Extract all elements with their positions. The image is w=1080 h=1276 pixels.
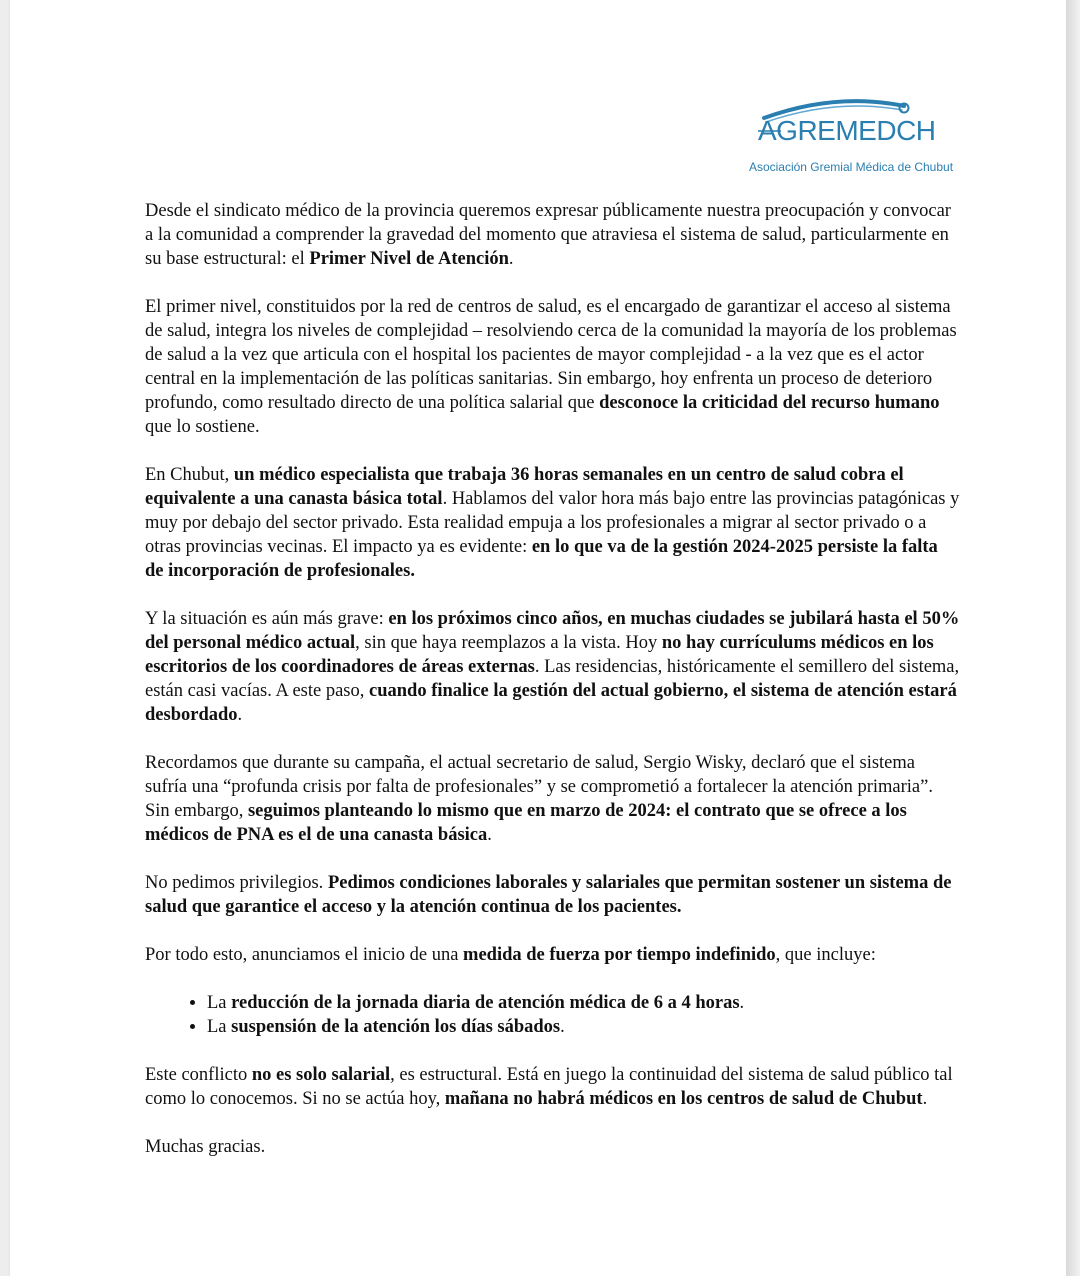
- bold-text: en lo que va de la gestión 2024-2025 persiste la falta de incorporación de profesionales.: [145, 537, 938, 581]
- text-run: .: [508, 249, 514, 269]
- bold-text: en los próximos cinco años, en muchas ciudades se jubilará hasta el 50% del personal médico actual: [145, 609, 960, 653]
- text-run: que lo sostiene.: [145, 417, 260, 437]
- paragraph: [145, 751, 960, 847]
- bold-text: mañana no habrá médicos en los centros de salud de Chubut: [444, 1089, 923, 1109]
- paragraph: [145, 463, 960, 583]
- text-run: Por todo esto, anunciamos el inicio de una: [145, 945, 464, 965]
- bold-text: Primer Nivel de Atención: [309, 249, 509, 269]
- text-run: , sin que haya reemplazos a la vista. Hoy: [355, 633, 662, 653]
- svg-text:AGREMEDCH: AGREMEDCH: [758, 115, 936, 146]
- paragraph-group: [145, 199, 960, 967]
- letter-body: [145, 199, 960, 1183]
- text-run: Y la situación es aún más grave:: [145, 609, 389, 629]
- text-run: .: [560, 1017, 565, 1037]
- text-run: .: [922, 1089, 928, 1109]
- text-run: . Hablamos del valor hora más bajo entre las provincias patagónicas y muy por debajo del sector privado. Esta realidad empuja a los profesionales a migrar al sector privado o a otras provincias vecinas. El impacto ya es evidente:: [145, 489, 960, 557]
- closing-group: [145, 1063, 960, 1159]
- text-run: No pedimos privilegios.: [145, 873, 328, 893]
- bold-text: desconoce la criticidad del recurso humano: [599, 393, 940, 413]
- text-run: . Las residencias, históricamente el semillero del sistema, están casi vacías. A este paso,: [145, 657, 960, 701]
- bold-text: Pedimos condiciones laborales y salariales que permitan sostener un sistema de salud que garantice el acceso y la atención continua de los pacientes.: [145, 873, 952, 917]
- paragraph: [145, 199, 960, 271]
- bold-text: medida de fuerza por tiempo indefinido: [463, 945, 776, 965]
- logo-mark-icon: [736, 96, 966, 158]
- paragraph: [145, 607, 960, 727]
- bold-text: cuando finalice la gestión del actual gobierno, el sistema de atención estará desbordado: [145, 681, 957, 725]
- page-edge-shadow: [1066, 0, 1080, 1276]
- measures-list: [145, 991, 960, 1039]
- text-run: .: [487, 825, 492, 845]
- list-item: [207, 1015, 960, 1039]
- paragraph: [145, 943, 960, 967]
- text-run: .: [237, 705, 243, 725]
- list-item: [207, 991, 960, 1015]
- paragraph: [145, 1063, 960, 1111]
- text-run: La: [207, 993, 232, 1013]
- bold-text: reducción de la jornada diaria de atención médica de 6 a 4 horas: [231, 993, 740, 1013]
- bold-text: suspensión de la atención los días sábados: [231, 1017, 561, 1037]
- text-run: , es estructural. Está en juego la continuidad del sistema de salud público tal como lo conocemos. Si no se actúa hoy,: [145, 1065, 953, 1109]
- logo-subtitle: Asociación Gremial Médica de Chubut: [748, 160, 954, 174]
- paragraph: [145, 295, 960, 439]
- text-run: Este conflicto: [145, 1065, 252, 1085]
- text-run: Recordamos que durante su campaña, el actual secretario de salud, Sergio Wisky, declaró que el sistema sufría una “profunda crisis por falta de profesionales” y se comprometió a fortalecer la atención primaria”. Sin embargo,: [145, 753, 933, 821]
- text-run: , que incluye:: [775, 945, 876, 965]
- bold-text: no es solo salarial: [251, 1065, 391, 1085]
- bold-text: un médico especialista que trabaja 36 horas semanales en un centro de salud cobra el equivalente a una canasta básica total: [145, 465, 904, 509]
- text-run: En Chubut,: [145, 465, 234, 485]
- paragraph: [145, 1135, 960, 1159]
- text-run: La: [207, 1017, 232, 1037]
- bold-text: seguimos planteando lo mismo que en marzo de 2024: el contrato que se ofrece a los médicos de PNA es el de una canasta básica: [145, 801, 907, 845]
- text-run: El primer nivel, constituidos por la red de centros de salud, es el encargado de garantizar el acceso al sistema de salud, integra los niveles de complejidad – resolviendo cerca de la comunidad la mayoría de los problemas de salud a la vez que articula con el hospital los pacientes de mayor complejidad - a la vez que es el actor central en la implementación de las políticas sanitarias. Sin embargo, hoy enfrenta un proceso de deterioro profundo, como resultado directo de una política salarial que: [145, 297, 957, 413]
- document-page: [10, 0, 1066, 1276]
- text-run: Muchas gracias.: [145, 1137, 266, 1157]
- bold-text: no hay currículums médicos en los escritorios de los coordinadores de áreas externas: [145, 633, 934, 677]
- paragraph: [145, 871, 960, 919]
- text-run: .: [739, 993, 745, 1013]
- text-run: Desde el sindicato médico de la provincia queremos expresar públicamente nuestra preocupación y convocar a la comunidad a comprender la gravedad del momento que atraviesa el sistema de salud, particularmente en su base estructural: el: [145, 201, 951, 269]
- agremedch-logo: [736, 96, 966, 180]
